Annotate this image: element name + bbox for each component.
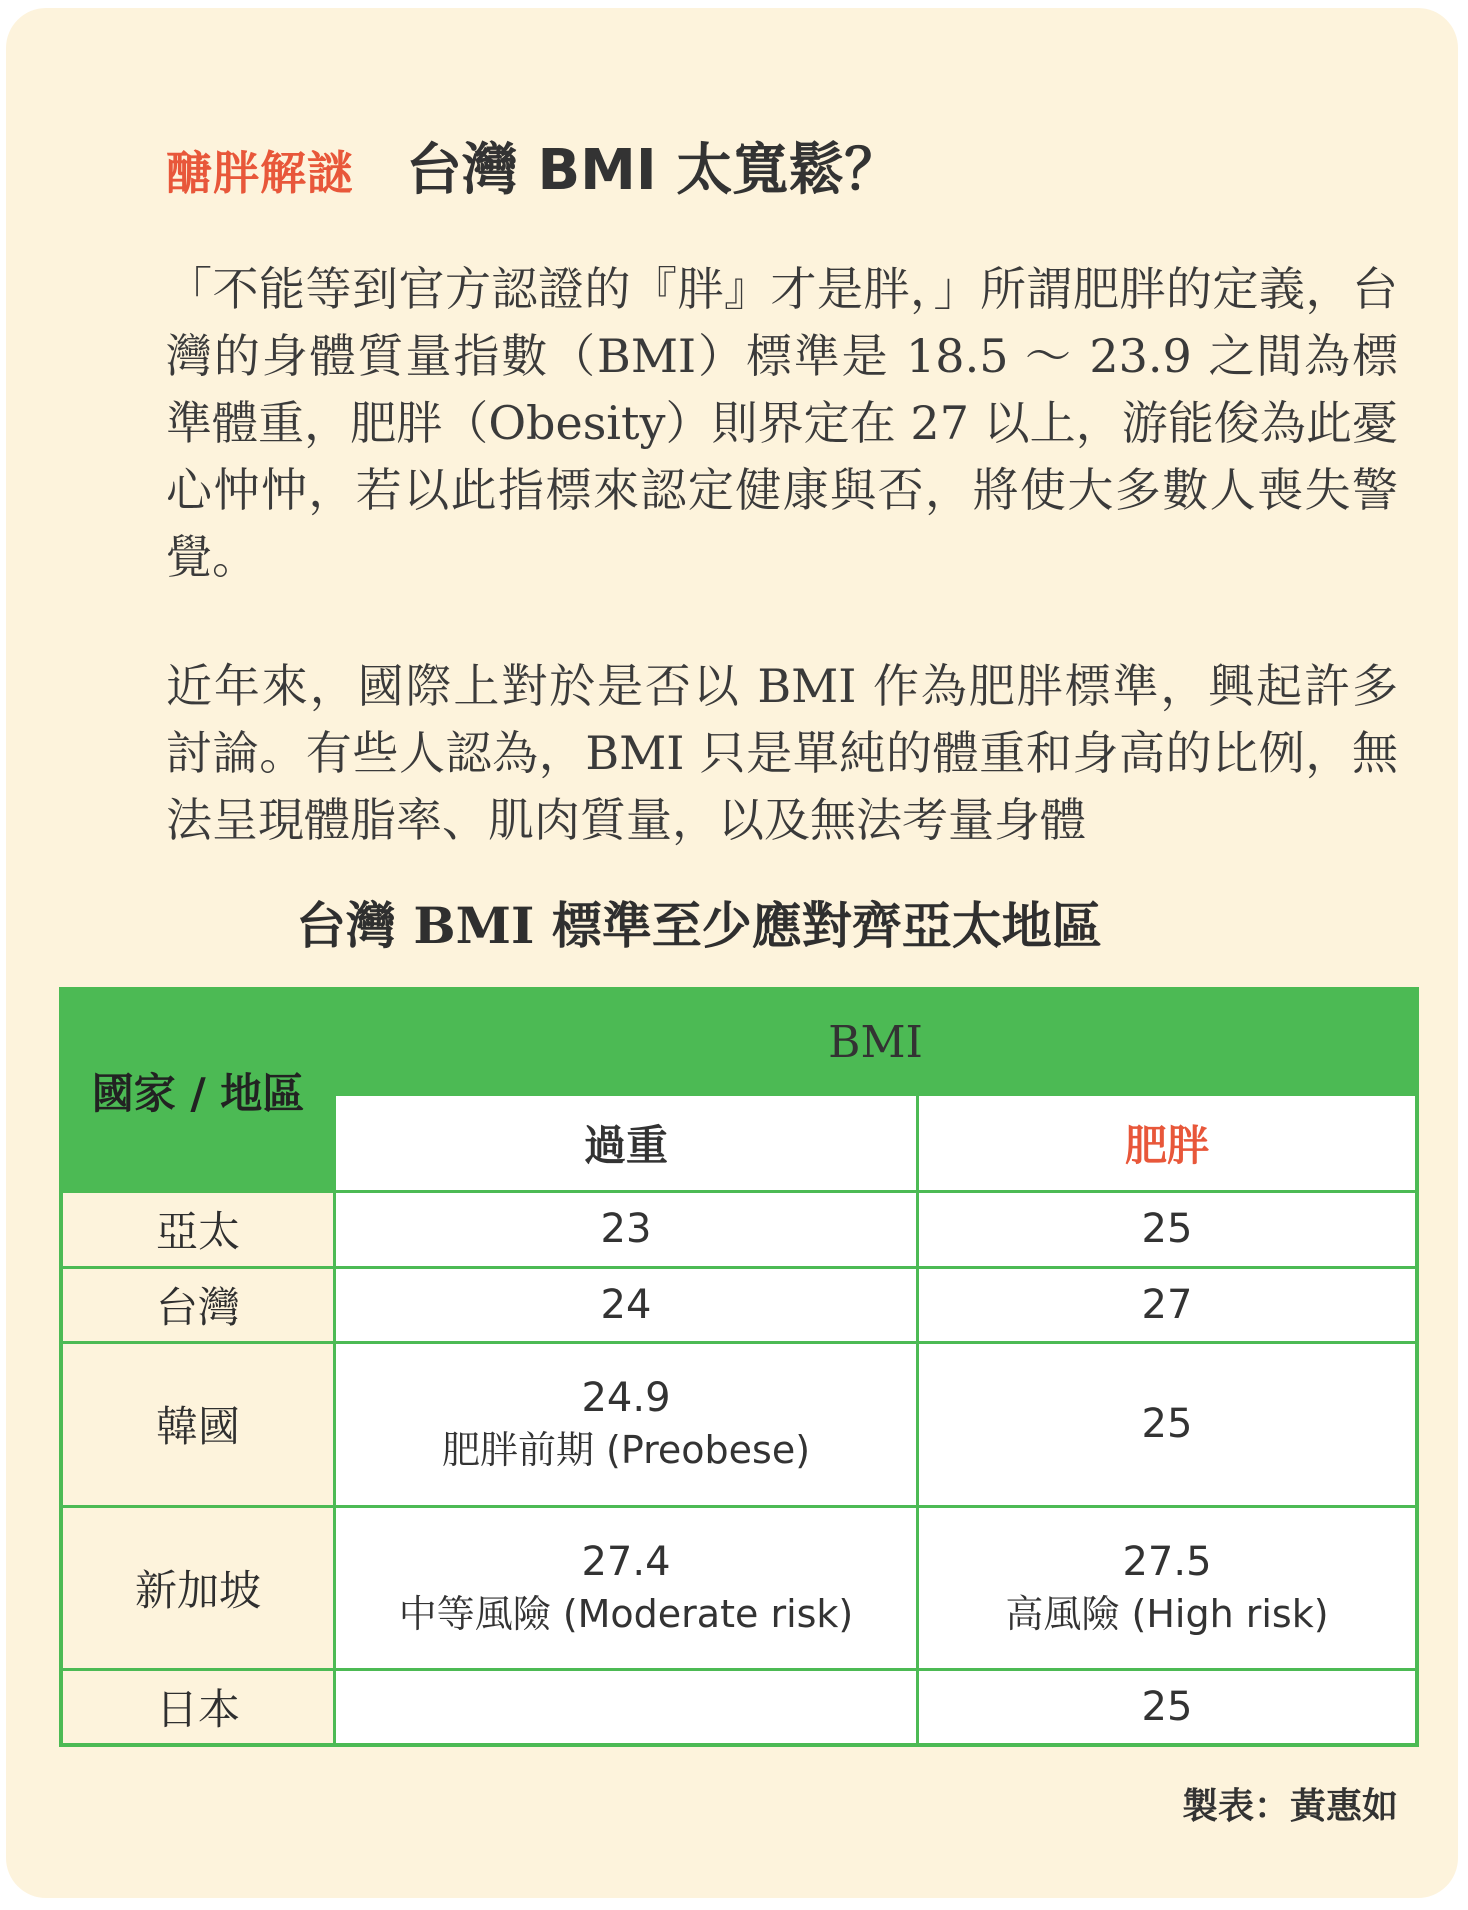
obese-column-header: 肥胖 <box>918 1095 1418 1192</box>
section-kicker: 醣胖解謎 <box>166 146 354 200</box>
table-credit: 製表：黃惠如 <box>1181 1785 1398 1827</box>
article-card <box>6 8 1458 1898</box>
obese-value: 27.5 <box>1122 1538 1212 1585</box>
bmi-column-header: BMI <box>335 989 1418 1095</box>
overweight-cell <box>335 1506 918 1669</box>
table-title: 台灣 BMI 標準至少應對齊亞太地區 <box>296 896 1102 955</box>
overweight-cell <box>335 1669 918 1745</box>
obese-cell <box>918 1267 1418 1343</box>
region-cell: 韓國 <box>61 1343 335 1506</box>
table-row <box>61 1267 1417 1343</box>
obese-value: 25 <box>1141 1206 1193 1253</box>
region-column-header: 國家 / 地區 <box>61 989 335 1192</box>
obese-value: 25 <box>1141 1401 1193 1448</box>
region-cell: 台灣 <box>61 1267 335 1343</box>
article-title: 台灣 BMI 太寬鬆？ <box>406 138 901 203</box>
table-row <box>61 1506 1417 1669</box>
region-cell: 日本 <box>61 1669 335 1745</box>
overweight-note: 中等風險 (Moderate risk) <box>398 1591 854 1636</box>
region-cell: 新加坡 <box>61 1506 335 1669</box>
obese-cell <box>918 1343 1418 1506</box>
region-cell: 亞太 <box>61 1192 335 1268</box>
overweight-cell <box>335 1267 918 1343</box>
overweight-value: 27.4 <box>581 1538 671 1585</box>
obese-cell <box>918 1669 1418 1745</box>
overweight-note: 肥胖前期 (Preobese) <box>441 1428 811 1473</box>
obese-value: 27 <box>1141 1281 1193 1328</box>
body-paragraph-1: 「不能等到官方認證的『胖』才是胖，」所謂肥胖的定義，台灣的身體質量指數（BMI）標準是 18.5 ～ 23.9 之間為標準體重，肥胖（Obesity）則界定在 27 以上，游能俊為此憂心忡忡，若以此指標來認定健康與否，將使大多數人喪失警覺。 <box>166 262 1398 584</box>
table-header-row <box>61 989 1417 1095</box>
overweight-cell <box>335 1343 918 1506</box>
obese-note: 高風險 (High risk) <box>1005 1591 1329 1636</box>
table-row <box>61 1192 1417 1268</box>
overweight-value: 23 <box>600 1206 652 1253</box>
body-paragraph-2: 近年來，國際上對於是否以 BMI 作為肥胖標準，興起許多討論。有些人認為，BMI 只是單純的體重和身高的比例，無法呈現體脂率、肌肉質量，以及無法考量身體 <box>166 659 1398 847</box>
overweight-value: 24.9 <box>581 1375 671 1422</box>
article-header <box>166 126 901 203</box>
obese-cell <box>918 1506 1418 1669</box>
overweight-value: 24 <box>600 1281 652 1328</box>
obese-cell <box>918 1192 1418 1268</box>
overweight-cell <box>335 1192 918 1268</box>
overweight-column-header: 過重 <box>335 1095 918 1192</box>
table-row <box>61 1343 1417 1506</box>
obese-value: 25 <box>1141 1683 1193 1730</box>
bmi-table <box>59 987 1419 1747</box>
table-row <box>61 1669 1417 1745</box>
